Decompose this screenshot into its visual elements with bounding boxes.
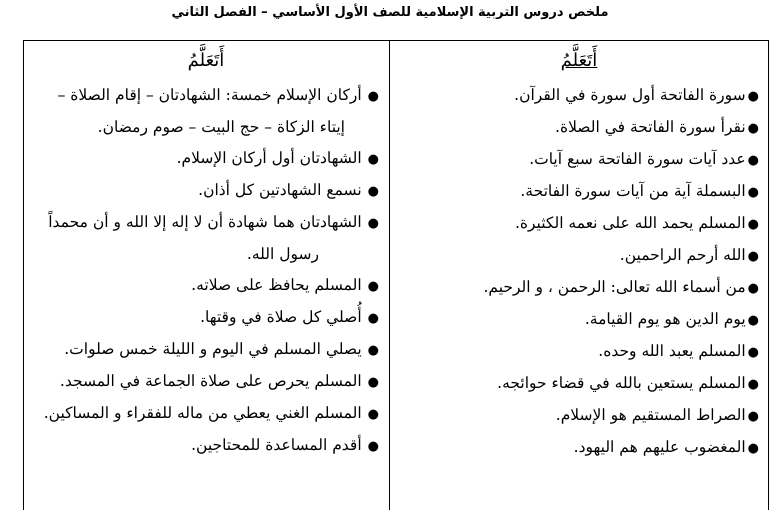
list-item-text: أُصلي كل صلاة في وقتها. xyxy=(200,308,362,326)
list-item xyxy=(33,80,379,112)
left-column-heading: أَتَعَلَّمُ xyxy=(187,50,225,71)
list-item-continuation xyxy=(33,239,379,270)
list-item-text: الشهادتان هما شهادة أن لا إله إلا الله و أن محمداً xyxy=(48,213,362,231)
list-item-text: أقدم المساعدة للمحتاجين. xyxy=(191,436,362,454)
list-item xyxy=(33,366,379,398)
list-item-text: المسلم يحرص على صلاة الجماعة في المسجد. xyxy=(59,372,362,390)
bullet-icon: ● xyxy=(747,377,759,392)
list-item xyxy=(399,336,759,368)
list-item-text: رسول الله. xyxy=(246,245,319,263)
left-column xyxy=(33,50,379,462)
list-item-continuation xyxy=(33,112,379,143)
bullet-icon: ● xyxy=(747,153,759,168)
list-item xyxy=(33,302,379,334)
list-item xyxy=(399,432,759,464)
list-item-text: المسلم يستعين بالله في قضاء حوائجه. xyxy=(497,374,746,392)
list-item xyxy=(33,270,379,302)
list-item xyxy=(399,144,759,176)
bullet-icon: ● xyxy=(367,375,379,390)
bullet-icon: ● xyxy=(367,184,379,199)
list-item-text: من أسماء الله تعالى: الرحمن ، و الرحيم. xyxy=(483,278,746,296)
list-item-text: المسلم يحمد الله على نعمه الكثيرة. xyxy=(514,214,746,232)
list-item-text: يوم الدين هو يوم القيامة. xyxy=(584,310,746,328)
list-item xyxy=(33,334,379,366)
list-item-text: نقرأ سورة الفاتحة في الصلاة. xyxy=(555,118,746,136)
list-item xyxy=(399,304,759,336)
list-item-text: إيتاء الزكاة – حج البيت – صوم رمضان. xyxy=(97,118,345,136)
list-item-text: المغضوب عليهم هم اليهود. xyxy=(573,438,746,456)
right-column-heading: أَتَعَلَّمُ xyxy=(560,50,598,71)
right-column-list xyxy=(399,80,759,464)
list-item-text: سورة الفاتحة أول سورة في القرآن. xyxy=(514,86,746,104)
list-item xyxy=(399,400,759,432)
list-item xyxy=(399,208,759,240)
list-item-text: المسلم يعبد الله وحده. xyxy=(598,342,746,360)
list-item-text: يصلي المسلم في اليوم و الليلة خمس صلوات. xyxy=(64,340,362,358)
bullet-icon: ● xyxy=(367,439,379,454)
bullet-icon: ● xyxy=(747,89,759,104)
bullet-icon: ● xyxy=(367,89,379,104)
list-item-text: المسلم الغني يعطي من ماله للفقراء و المساكين. xyxy=(43,404,362,422)
bullet-icon: ● xyxy=(747,441,759,456)
bullet-icon: ● xyxy=(367,407,379,422)
bullet-icon: ● xyxy=(747,409,759,424)
list-item-text: نسمع الشهادتين كل أذان. xyxy=(198,181,362,199)
list-item-text: الشهادتان أول أركان الإسلام. xyxy=(176,149,362,167)
list-item xyxy=(33,398,379,430)
list-item xyxy=(399,176,759,208)
list-item xyxy=(33,175,379,207)
bullet-icon: ● xyxy=(367,311,379,326)
bullet-icon: ● xyxy=(367,343,379,358)
list-item xyxy=(399,112,759,144)
bullet-icon: ● xyxy=(747,313,759,328)
list-item-text: البسملة آية من آيات سورة الفاتحة. xyxy=(520,182,746,200)
page-title: ملخص دروس التربية الإسلامية للصف الأول الأساسي – الفصل الثاني xyxy=(171,5,609,20)
right-column xyxy=(399,50,759,464)
bullet-icon: ● xyxy=(367,152,379,167)
bullet-icon: ● xyxy=(747,121,759,136)
list-item-text: الله أرحم الراحمين. xyxy=(619,246,746,264)
list-item-text: الصراط المستقيم هو الإسلام. xyxy=(555,406,746,424)
left-column-list-rest xyxy=(33,270,379,462)
list-item-text: أركان الإسلام خمسة: الشهادتان – إقام الصلاة – xyxy=(57,86,362,104)
bullet-icon: ● xyxy=(367,279,379,294)
list-item xyxy=(399,240,759,272)
bullet-icon: ● xyxy=(747,281,759,296)
list-item-text: عدد آيات سورة الفاتحة سبع آيات. xyxy=(529,150,746,168)
bullet-icon: ● xyxy=(367,216,379,231)
bullet-icon: ● xyxy=(747,185,759,200)
list-item xyxy=(33,207,379,239)
bullet-icon: ● xyxy=(747,217,759,232)
list-item-text: المسلم يحافظ على صلاته. xyxy=(191,276,362,294)
bullet-icon: ● xyxy=(747,345,759,360)
list-item xyxy=(33,430,379,462)
column-divider xyxy=(389,40,390,510)
list-item xyxy=(399,368,759,400)
list-item xyxy=(399,272,759,304)
bullet-icon: ● xyxy=(747,249,759,264)
left-column-list xyxy=(33,80,379,270)
list-item xyxy=(33,143,379,175)
list-item xyxy=(399,80,759,112)
